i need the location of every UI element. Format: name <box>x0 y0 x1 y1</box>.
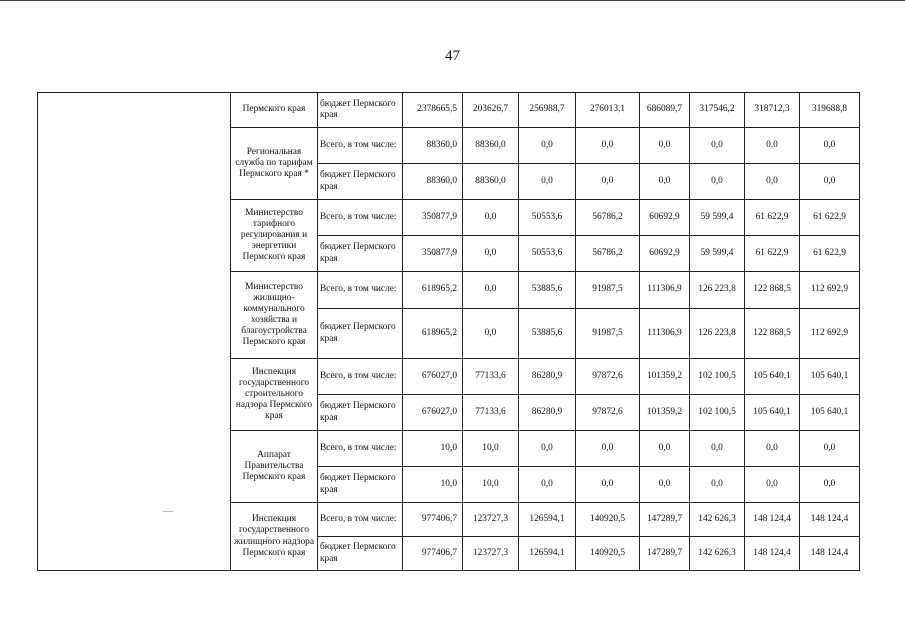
funding-source-cell: бюджет Пермского края <box>318 236 403 272</box>
year-value-cell: 142 626,3 <box>690 537 745 571</box>
funding-source-cell: бюджет Пермского края <box>318 395 403 431</box>
year-value-cell: 0,0 <box>745 431 800 467</box>
year-value-cell: 59 599,4 <box>690 236 745 272</box>
year-value-cell: 140920,5 <box>576 537 640 571</box>
total-value-cell: 10,0 <box>403 467 463 503</box>
total-value-cell: 88360,0 <box>403 128 463 164</box>
year-value-cell: 0,0 <box>576 431 640 467</box>
year-value-cell: 122 868,5 <box>745 309 800 359</box>
organization-cell: Министерство тарифного регулирования и энергетики Пермского края <box>231 200 318 272</box>
year-value-cell: 0,0 <box>640 467 690 503</box>
year-value-cell: 123727,3 <box>463 503 519 537</box>
year-value-cell: 0,0 <box>640 164 690 200</box>
year-value-cell: 147289,7 <box>640 503 690 537</box>
year-value-cell: 319688,8 <box>800 93 860 128</box>
year-value-cell: 0,0 <box>519 128 576 164</box>
top-rule <box>0 0 905 1</box>
year-value-cell: 88360,0 <box>463 164 519 200</box>
total-value-cell: 977406,7 <box>403 503 463 537</box>
year-value-cell: 0,0 <box>690 128 745 164</box>
year-value-cell: 86280,9 <box>519 395 576 431</box>
year-value-cell: 91987,5 <box>576 272 640 309</box>
year-value-cell: 53885,6 <box>519 272 576 309</box>
funding-source-cell: Всего, в том числе: <box>318 272 403 309</box>
year-value-cell: 686089,7 <box>640 93 690 128</box>
year-value-cell: 148 124,4 <box>800 537 860 571</box>
organization-cell: Региональная служба по тарифам Пермского края * <box>231 128 318 200</box>
year-value-cell: 77133,6 <box>463 359 519 395</box>
year-value-cell: 101359,2 <box>640 395 690 431</box>
total-value-cell: 676027,0 <box>403 359 463 395</box>
year-value-cell: 105 640,1 <box>800 359 860 395</box>
year-value-cell: 105 640,1 <box>745 359 800 395</box>
total-value-cell: 618965,2 <box>403 272 463 309</box>
year-value-cell: 0,0 <box>800 431 860 467</box>
year-value-cell: 0,0 <box>800 164 860 200</box>
year-value-cell: 0,0 <box>576 164 640 200</box>
year-value-cell: 112 692,9 <box>800 309 860 359</box>
year-value-cell: 126594,1 <box>519 537 576 571</box>
year-value-cell: 140920,5 <box>576 503 640 537</box>
total-value-cell: 350877,9 <box>403 200 463 236</box>
year-value-cell: 56786,2 <box>576 200 640 236</box>
year-value-cell: 0,0 <box>519 431 576 467</box>
page-number: 47 <box>445 48 460 64</box>
year-value-cell: 102 100,5 <box>690 395 745 431</box>
year-value-cell: 147289,7 <box>640 537 690 571</box>
year-value-cell: 0,0 <box>463 309 519 359</box>
year-value-cell: 91987,5 <box>576 309 640 359</box>
year-value-cell: 318712,3 <box>745 93 800 128</box>
year-value-cell: 105 640,1 <box>745 395 800 431</box>
year-value-cell: 50553,6 <box>519 236 576 272</box>
funding-source-cell: Всего, в том числе: <box>318 200 403 236</box>
total-value-cell: 88360,0 <box>403 164 463 200</box>
year-value-cell: 148 124,4 <box>745 503 800 537</box>
organization-cell: Инспекция государственного строительного надзора Пермского края <box>231 359 318 431</box>
total-value-cell: 676027,0 <box>403 395 463 431</box>
year-value-cell: 0,0 <box>690 467 745 503</box>
year-value-cell: 112 692,9 <box>800 272 860 309</box>
year-value-cell: 77133,6 <box>463 395 519 431</box>
budget-table <box>37 92 860 571</box>
year-value-cell: 256988,7 <box>519 93 576 128</box>
year-value-cell: 61 622,9 <box>745 200 800 236</box>
year-value-cell: 0,0 <box>690 164 745 200</box>
year-value-cell: 111306,9 <box>640 309 690 359</box>
year-value-cell: 61 622,9 <box>800 236 860 272</box>
year-value-cell: 86280,9 <box>519 359 576 395</box>
funding-source-cell: Всего, в том числе: <box>318 431 403 467</box>
year-value-cell: 60692,9 <box>640 236 690 272</box>
year-value-cell: 88360,0 <box>463 128 519 164</box>
year-value-cell: 0,0 <box>745 164 800 200</box>
year-value-cell: 126594,1 <box>519 503 576 537</box>
year-value-cell: 0,0 <box>576 467 640 503</box>
year-value-cell: 0,0 <box>463 272 519 309</box>
year-value-cell: 0,0 <box>519 164 576 200</box>
year-value-cell: 317546,2 <box>690 93 745 128</box>
year-value-cell: 148 124,4 <box>745 537 800 571</box>
year-value-cell: 123727,3 <box>463 537 519 571</box>
year-value-cell: 0,0 <box>800 467 860 503</box>
organization-cell: Аппарат Правительства Пермского края <box>231 431 318 503</box>
table-row <box>38 93 860 128</box>
funding-source-cell: Всего, в том числе: <box>318 503 403 537</box>
blank-column-cell <box>38 93 231 571</box>
organization-cell: Инспекция государственного жилищного надзора Пермского края <box>231 503 318 571</box>
total-value-cell: 350877,9 <box>403 236 463 272</box>
year-value-cell: 61 622,9 <box>800 200 860 236</box>
year-value-cell: 0,0 <box>519 467 576 503</box>
year-value-cell: 56786,2 <box>576 236 640 272</box>
year-value-cell: 0,0 <box>463 236 519 272</box>
year-value-cell: 126 223,8 <box>690 272 745 309</box>
table-body <box>38 93 860 571</box>
total-value-cell: 10,0 <box>403 431 463 467</box>
year-value-cell: 97872,6 <box>576 395 640 431</box>
funding-source-cell: бюджет Пермского края <box>318 164 403 200</box>
total-value-cell: 2378665,5 <box>403 93 463 128</box>
year-value-cell: 148 124,4 <box>800 503 860 537</box>
total-value-cell: 618965,2 <box>403 309 463 359</box>
year-value-cell: 276013,1 <box>576 93 640 128</box>
year-value-cell: 102 100,5 <box>690 359 745 395</box>
funding-source-cell: Всего, в том числе: <box>318 128 403 164</box>
funding-source-cell: бюджет Пермского края <box>318 467 403 503</box>
year-value-cell: 111306,9 <box>640 272 690 309</box>
year-value-cell: 10,0 <box>463 467 519 503</box>
year-value-cell: 0,0 <box>690 431 745 467</box>
year-value-cell: 0,0 <box>745 467 800 503</box>
year-value-cell: 126 223,8 <box>690 309 745 359</box>
year-value-cell: 105 640,1 <box>800 395 860 431</box>
year-value-cell: 60692,9 <box>640 200 690 236</box>
year-value-cell: 10,0 <box>463 431 519 467</box>
year-value-cell: 50553,6 <box>519 200 576 236</box>
funding-source-cell: бюджет Пермского края <box>318 93 403 128</box>
year-value-cell: 142 626,3 <box>690 503 745 537</box>
year-value-cell: 61 622,9 <box>745 236 800 272</box>
year-value-cell: 101359,2 <box>640 359 690 395</box>
year-value-cell: 0,0 <box>640 128 690 164</box>
organization-cell: Пермского края <box>231 93 318 128</box>
funding-source-cell: Всего, в том числе: <box>318 359 403 395</box>
funding-source-cell: бюджет Пермского края <box>318 309 403 359</box>
total-value-cell: 977406,7 <box>403 537 463 571</box>
year-value-cell: 53885,6 <box>519 309 576 359</box>
year-value-cell: 203626,7 <box>463 93 519 128</box>
year-value-cell: 0,0 <box>463 200 519 236</box>
year-value-cell: 0,0 <box>576 128 640 164</box>
year-value-cell: 122 868,5 <box>745 272 800 309</box>
year-value-cell: 0,0 <box>745 128 800 164</box>
organization-cell: Министерство жилищно-коммунального хозяйства и благоустройства Пермского края <box>231 272 318 359</box>
funding-source-cell: бюджет Пермского края <box>318 537 403 571</box>
year-value-cell: 97872,6 <box>576 359 640 395</box>
year-value-cell: 0,0 <box>800 128 860 164</box>
year-value-cell: 0,0 <box>640 431 690 467</box>
year-value-cell: 59 599,4 <box>690 200 745 236</box>
